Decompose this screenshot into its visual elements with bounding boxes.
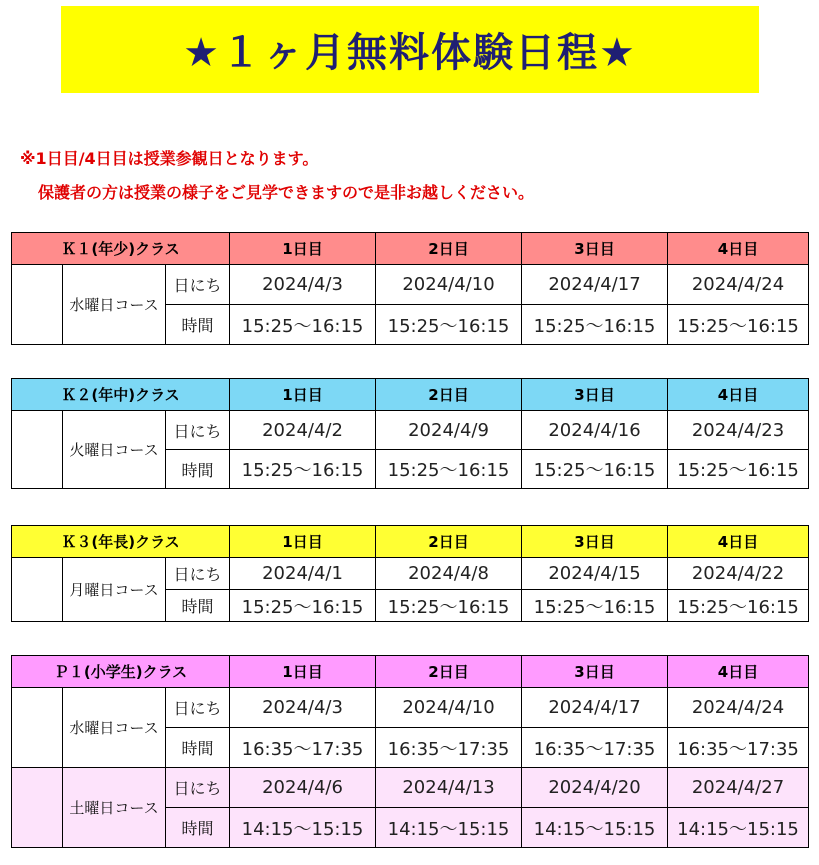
course-name: 水曜日コース <box>63 688 166 768</box>
day-header: 3日目 <box>522 233 668 265</box>
date-cell: 2024/4/15 <box>522 558 668 590</box>
day-header: 2日目 <box>376 379 522 411</box>
day-header: 4日目 <box>668 526 809 558</box>
time-cell: 14:15～15:15 <box>522 808 668 848</box>
date-cell: 2024/4/16 <box>522 411 668 450</box>
day-header: 2日目 <box>376 233 522 265</box>
schedule-table-k3 <box>11 525 809 622</box>
blank-cell <box>12 558 63 622</box>
time-cell: 15:25～16:15 <box>668 450 809 489</box>
day-header: 1日目 <box>230 233 376 265</box>
day-header: 4日目 <box>668 379 809 411</box>
date-cell: 2024/4/27 <box>668 768 809 808</box>
day-header: 3日目 <box>522 379 668 411</box>
schedule-table-p1 <box>11 655 809 848</box>
date-label: 日にち <box>166 768 230 808</box>
time-cell: 16:35～17:35 <box>376 728 522 768</box>
time-cell: 15:25～16:15 <box>668 305 809 345</box>
time-cell: 15:25～16:15 <box>522 450 668 489</box>
time-cell: 15:25～16:15 <box>230 450 376 489</box>
date-cell: 2024/4/24 <box>668 265 809 305</box>
time-cell: 15:25～16:15 <box>668 590 809 622</box>
notice-line-1: ※1日目/4日目は授業参観日となります。 <box>20 149 319 168</box>
date-cell: 2024/4/3 <box>230 265 376 305</box>
date-cell: 2024/4/3 <box>230 688 376 728</box>
date-cell: 2024/4/22 <box>668 558 809 590</box>
blank-cell <box>12 688 63 768</box>
date-cell: 2024/4/13 <box>376 768 522 808</box>
date-cell: 2024/4/9 <box>376 411 522 450</box>
schedule-table-k2 <box>11 378 809 489</box>
time-cell: 15:25～16:15 <box>376 305 522 345</box>
day-header: 2日目 <box>376 656 522 688</box>
title-banner <box>61 6 759 93</box>
class-name: Ｋ３(年長)クラス <box>12 526 230 558</box>
time-label: 時間 <box>166 305 230 345</box>
day-header: 4日目 <box>668 656 809 688</box>
time-label: 時間 <box>166 590 230 622</box>
time-cell: 16:35～17:35 <box>668 728 809 768</box>
time-cell: 16:35～17:35 <box>522 728 668 768</box>
time-cell: 15:25～16:15 <box>376 590 522 622</box>
time-label: 時間 <box>166 728 230 768</box>
date-cell: 2024/4/10 <box>376 688 522 728</box>
day-header: 3日目 <box>522 656 668 688</box>
course-name: 土曜日コース <box>63 768 166 848</box>
blank-cell <box>12 265 63 345</box>
time-label: 時間 <box>166 450 230 489</box>
time-cell: 14:15～15:15 <box>230 808 376 848</box>
date-cell: 2024/4/20 <box>522 768 668 808</box>
day-header: 2日目 <box>376 526 522 558</box>
date-label: 日にち <box>166 558 230 590</box>
date-cell: 2024/4/23 <box>668 411 809 450</box>
class-name: Ｋ２(年中)クラス <box>12 379 230 411</box>
day-header: 1日目 <box>230 656 376 688</box>
time-cell: 14:15～15:15 <box>668 808 809 848</box>
date-label: 日にち <box>166 411 230 450</box>
time-cell: 16:35～17:35 <box>230 728 376 768</box>
notice-line-2: 保護者の方は授業の様子をご見学できますので是非お越しください。 <box>38 183 535 202</box>
course-name: 水曜日コース <box>63 265 166 345</box>
page-title: ★１ヶ月無料体験日程★ <box>183 30 637 76</box>
date-label: 日にち <box>166 265 230 305</box>
date-cell: 2024/4/2 <box>230 411 376 450</box>
date-cell: 2024/4/17 <box>522 265 668 305</box>
date-cell: 2024/4/6 <box>230 768 376 808</box>
course-name: 火曜日コース <box>63 411 166 489</box>
date-cell: 2024/4/24 <box>668 688 809 728</box>
time-cell: 15:25～16:15 <box>376 450 522 489</box>
time-cell: 14:15～15:15 <box>376 808 522 848</box>
date-cell: 2024/4/8 <box>376 558 522 590</box>
blank-cell <box>12 768 63 848</box>
time-cell: 15:25～16:15 <box>230 590 376 622</box>
day-header: 1日目 <box>230 379 376 411</box>
day-header: 3日目 <box>522 526 668 558</box>
course-name: 月曜日コース <box>63 558 166 622</box>
date-cell: 2024/4/1 <box>230 558 376 590</box>
class-name: Ｐ１(小学生)クラス <box>12 656 230 688</box>
time-label: 時間 <box>166 808 230 848</box>
date-cell: 2024/4/10 <box>376 265 522 305</box>
schedule-table-k1 <box>11 232 809 345</box>
day-header: 4日目 <box>668 233 809 265</box>
blank-cell <box>12 411 63 489</box>
date-cell: 2024/4/17 <box>522 688 668 728</box>
class-name: Ｋ１(年少)クラス <box>12 233 230 265</box>
day-header: 1日目 <box>230 526 376 558</box>
date-label: 日にち <box>166 688 230 728</box>
time-cell: 15:25～16:15 <box>522 305 668 345</box>
time-cell: 15:25～16:15 <box>522 590 668 622</box>
time-cell: 15:25～16:15 <box>230 305 376 345</box>
